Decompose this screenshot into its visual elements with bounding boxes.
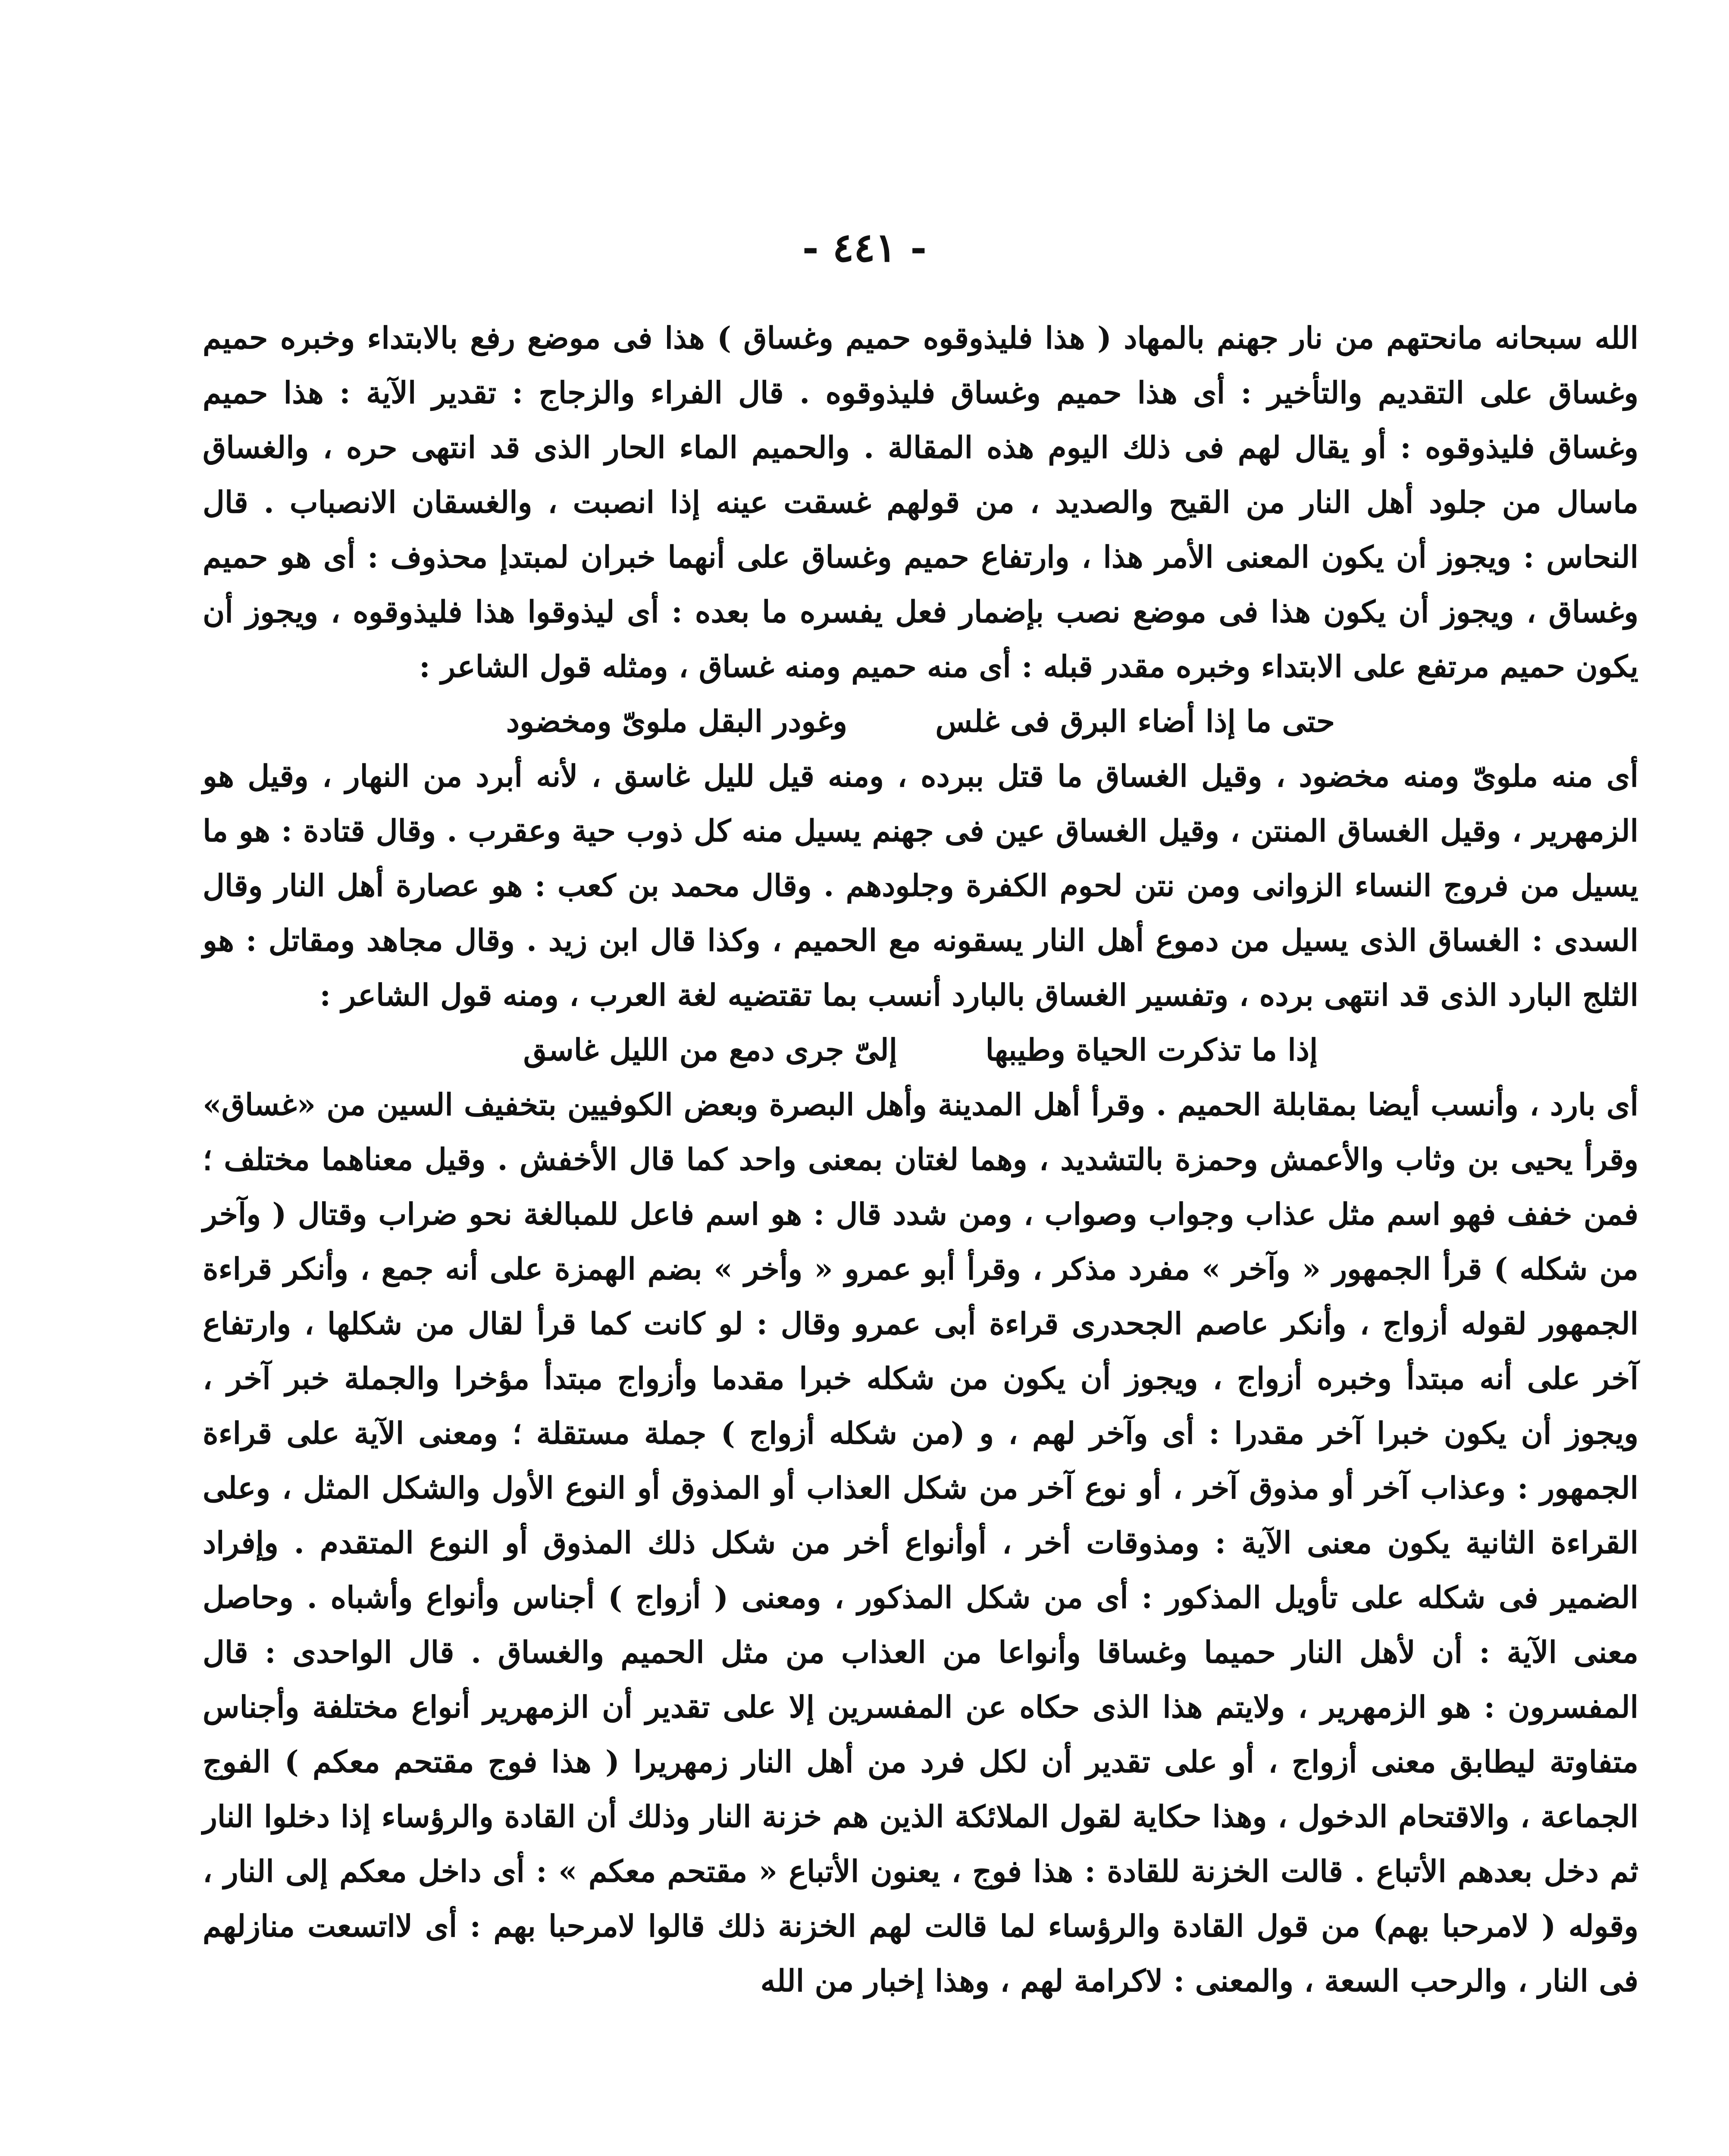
page-number: - ٤٤١ -	[802, 224, 927, 271]
verse-2-second-hemistich: إلىّ جرى دمع من الليل غاسق	[523, 1032, 898, 1068]
verse-1-second-hemistich: وغودر البقل ملوىّ ومخضود	[506, 703, 848, 739]
main-text	[203, 310, 1638, 2008]
poetry-verse-1	[203, 694, 1638, 749]
verse-2-first-hemistich: إذا ما تذكرت الحياة وطيبها	[985, 1032, 1318, 1068]
verse-1-first-hemistich: حتى ما إذا أضاء البرق فى غلس	[935, 703, 1335, 739]
poetry-verse-2	[203, 1022, 1638, 1077]
paragraph-2: أى منه ملوىّ ومنه مخضود ، وقيل الغساق ما قتل ببرده ، ومنه قيل لليل غاسق ، لأنه أبرد من النهار ، وقيل هو الزمهرير ، وقيل الغساق المنتن ، وقيل الغساق عين فى جهنم يسيل منه كل ذوب حية وعقرب . وقال قتادة : هو ما يسيل من فروج النساء الزوانى ومن نتن لحوم الكفرة وجلودهم . وقال محمد بن كعب : هو عصارة أهل النار وقال السدى : الغساق الذى يسيل من دموع أهل النار يسقونه مع الحميم ، وكذا قال ابن زيد . وقال مجاهد ومقاتل : هو الثلج البارد الذى قد انتهى برده ، وتفسير الغساق بالبارد أنسب بما تقتضيه لغة العرب ، ومنه قول الشاعر :	[203, 758, 1638, 1013]
paragraph-1: الله سبحانه مانحتهم من نار جهنم بالمهاد ( هذا فليذوقوه حميم وغساق ) هذا فى موضع رفع بالابتداء وخبره حميم وغساق على التقديم والتأخير : أى هذا حميم وغساق فليذوقوه . قال الفراء والزجاج : تقدير الآية : هذا حميم وغساق فليذوقوه : أو يقال لهم فى ذلك اليوم هذه المقالة . والحميم الماء الحار الذى قد انتهى حره ، والغساق ماسال من جلود أهل النار من القيح والصديد ، من قولهم غسقت عينه إذا انصبت ، والغسقان الانصباب . قال النحاس : ويجوز أن يكون المعنى الأمر هذا ، وارتفاع حميم وغساق على أنهما خبران لمبتدإ محذوف : أى هو حميم وغساق ، ويجوز أن يكون هذا فى موضع نصب بإضمار فعل يفسره ما بعده : أى ليذوقوا هذا فليذوقوه ، ويجوز أن يكون حميم مرتفع على الابتداء وخبره مقدر قبله : أى منه حميم ومنه غساق ، ومثله قول الشاعر :	[203, 320, 1638, 684]
paragraph-3: أى بارد ، وأنسب أيضا بمقابلة الحميم . وقرأ أهل المدينة وأهل البصرة وبعض الكوفيين بتخفيف السين من «غساق» وقرأ يحيى بن وثاب والأعمش وحمزة بالتشديد ، وهما لغتان بمعنى واحد كما قال الأخفش . وقيل معناهما مختلف ؛ فمن خفف فهو اسم مثل عذاب وجواب وصواب ، ومن شدد قال : هو اسم فاعل للمبالغة نحو ضراب وقتال ( وآخر من شكله ) قرأ الجمهور « وآخر » مفرد مذكر ، وقرأ أبو عمرو « وأخر » بضم الهمزة على أنه جمع ، وأنكر قراءة الجمهور لقوله أزواج ، وأنكر عاصم الجحدرى قراءة أبى عمرو وقال : لو كانت كما قرأ لقال من شكلها ، وارتفاع آخر على أنه مبتدأ وخبره أزواج ، ويجوز أن يكون من شكله خبرا مقدما وأزواج مبتدأ مؤخرا والجملة خبر آخر ، ويجوز أن يكون خبرا آخر مقدرا : أى وآخر لهم ، و (من شكله أزواج ) جملة مستقلة ؛ ومعنى الآية على قراءة الجمهور : وعذاب آخر أو مذوق آخر ، أو نوع آخر من شكل العذاب أو المذوق أو النوع الأول والشكل المثل ، وعلى القراءة الثانية يكون معنى الآية : ومذوقات أخر ، أوأنواع أخر من شكل ذلك المذوق أو النوع المتقدم . وإفراد الضمير فى شكله على تأويل المذكور : أى من شكل المذكور ، ومعنى ( أزواج ) أجناس وأنواع وأشباه . وحاصل معنى الآية : أن لأهل النار حميما وغساقا وأنواعا من العذاب من مثل الحميم والغساق . قال الواحدى : قال المفسرون : هو الزمهرير ، ولايتم هذا الذى حكاه عن المفسرين إلا على تقدير أن الزمهرير أنواع مختلفة وأجناس متفاوتة ليطابق معنى أزواج ، أو على تقدير أن لكل فرد من أهل النار زمهريرا ( هذا فوج مقتحم معكم ) الفوج الجماعة ، والاقتحام الدخول ، وهذا حكاية لقول الملائكة الذين هم خزنة النار وذلك أن القادة والرؤساء إذا دخلوا النار ثم دخل بعدهم الأتباع . قالت الخزنة للقادة : هذا فوج ، يعنون الأتباع « مقتحم معكم » : أى داخل معكم إلى النار ، وقوله ( لامرحبا بهم) من قول القادة والرؤساء لما قالت لهم الخزنة ذلك قالوا لامرحبا بهم : أى لااتسعت منازلهم فى النار ، والرحب السعة ، والمعنى : لاكرامة لهم ، وهذا إخبار من الله	[203, 1087, 1639, 1999]
